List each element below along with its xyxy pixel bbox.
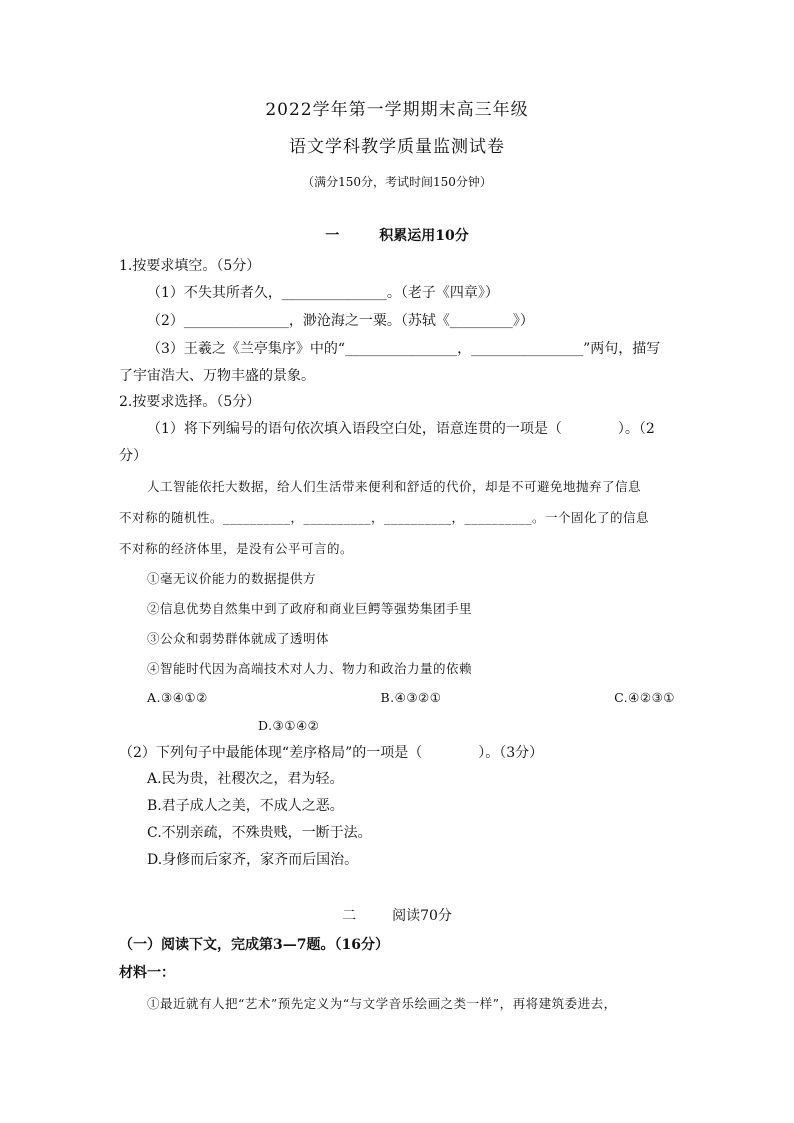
section-2-heading <box>0 908 794 925</box>
q1-sub3-line1: （3）王羲之《兰亭集序》中的“________________，________________”两句，描写 <box>147 341 661 357</box>
q2-option-b: B.④③②① <box>380 690 442 705</box>
section-2-number: 二 <box>342 908 357 924</box>
q2-sub2-option-c: C.不别亲疏，不殊贵贱，一断于法。 <box>147 825 372 841</box>
exam-score-note: （满分150分，考试时间150分钟） <box>302 175 492 189</box>
section-1-number: 一 <box>325 228 340 244</box>
q2-options-row <box>147 690 675 705</box>
section-1-label: 积累运用10分 <box>379 228 469 244</box>
q2-sub2-option-d: D.身修而后家齐，家齐而后国治。 <box>147 852 359 868</box>
q2-sub1-line1: （1）将下列编号的语句依次填入语段空白处，语意连贯的一项是（ ）。（2 <box>147 421 655 437</box>
q2-passage-line2: 不对称的随机性。__________，__________，__________，__________。一个固化了的信息 <box>119 510 650 525</box>
q2-passage-line3: 不对称的经济体里，是没有公平可言的。 <box>119 541 354 556</box>
q1-sub2: （2）_______________，渺沧海之一粟。（苏轼《_________》） <box>147 313 534 329</box>
q2-passage-line1: 人工智能依托大数据，给人们生活带来便利和舒适的代价，却是不可避免地抛弃了信息 <box>147 479 642 494</box>
material-1-para1: ①最近就有人把“艺术”预先定义为“与文学音乐绘画之类一样”，再将建筑委进去， <box>147 996 617 1011</box>
q2-sub1-line2: 分） <box>119 448 147 464</box>
q2-option-c: C.④②③① <box>614 690 675 705</box>
material-1-label: 材料一： <box>119 965 175 981</box>
q1-sub1: （1）不失其所者久，_______________。（老子《四章》） <box>147 285 499 301</box>
q1-stem: 1.按要求填空。（5分） <box>119 258 261 274</box>
q1-sub3-line2: 了宇宙浩大、万物丰盛的景象。 <box>119 368 315 384</box>
q2-sub2-option-b: B.君子成人之美，不成人之恶。 <box>147 798 344 814</box>
section-2-label: 阅读70分 <box>392 908 452 924</box>
q2-item-2: ②信息优势自然集中到了政府和商业巨鳄等强势集团手里 <box>147 601 473 616</box>
q2-option-a: A.③④①② <box>147 690 208 705</box>
q2-item-4: ④智能时代因为高端技术对人力、物力和政治力量的依赖 <box>147 661 473 676</box>
q2-item-1: ①毫无议价能力的数据提供方 <box>147 571 317 586</box>
q2-sub2-option-a: A.民为贵，社稷次之，君为轻。 <box>147 771 344 787</box>
q2-option-d: D.③①④② <box>258 718 320 733</box>
exam-title-line2: 语文学科教学质量监测试卷 <box>289 137 505 157</box>
q2-stem: 2.按要求选择。（5分） <box>119 394 261 410</box>
section-1-heading <box>0 228 794 245</box>
q2-item-3: ③公众和弱势群体就成了透明体 <box>147 631 330 646</box>
exam-title-line1: 2022学年第一学期期末高三年级 <box>265 100 529 120</box>
section-2-part1-heading: （一）阅读下文，完成第3—7题。（16分） <box>119 937 389 953</box>
q2-sub2-stem: （2）下列句子中最能体现“差序格局”的一项是（ ）。（3分） <box>119 745 544 761</box>
